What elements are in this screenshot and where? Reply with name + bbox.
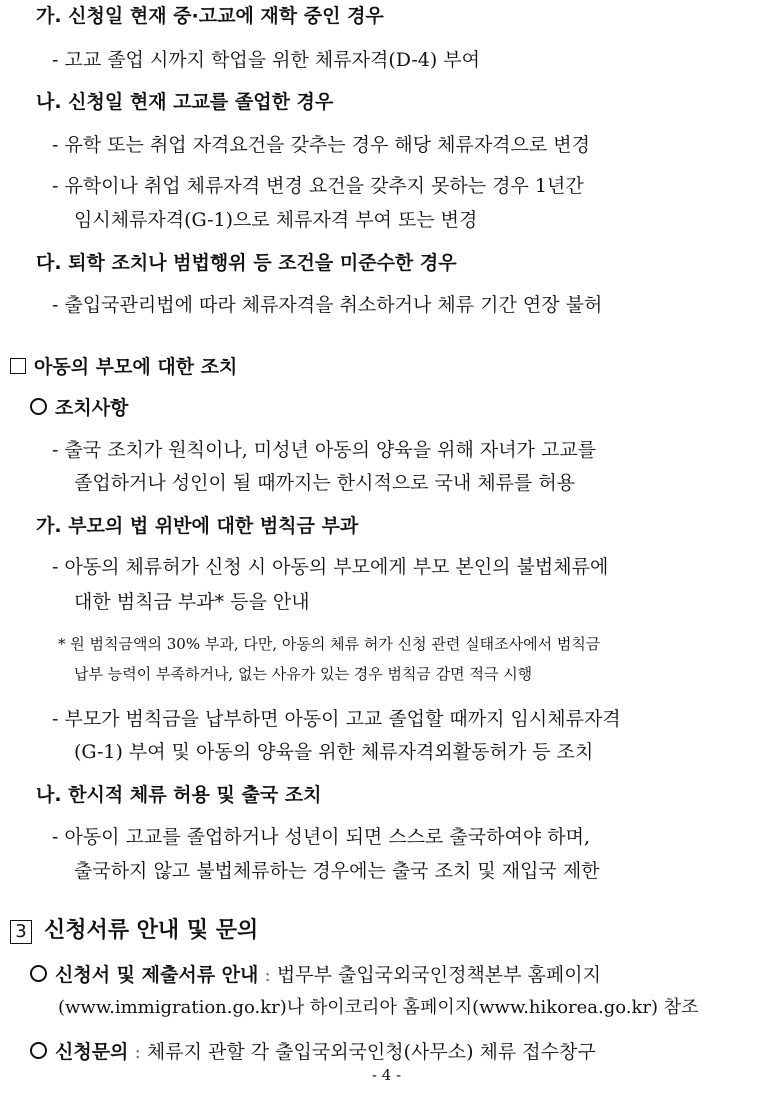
heading-na-graduated: 나. 신청일 현재 고교를 졸업한 경우 — [36, 91, 334, 113]
bullet-cancel-status: - 출입국관리법에 따라 체류자격을 취소하거나 체류 기간 연장 불허 — [52, 294, 603, 316]
bullet-leave-1: - 아동이 고교를 졸업하거나 성년이 되면 스스로 출국하여야 하며, — [52, 826, 590, 848]
section-parents-measures — [10, 355, 237, 379]
section-documents-title: 신청서류 안내 및 문의 — [44, 918, 259, 943]
item-documents-websites: (www.immigration.go.kr)나 하이코리아 홈페이지(www.hikorea.go.kr) 참조 — [58, 997, 699, 1018]
bullet-departure-2: 졸업하거나 성인이 될 때까지는 한시적으로 국내 체류를 허용 — [74, 472, 576, 494]
bullet-departure-1: - 출국 조치가 원칙이나, 미성년 아동의 양육을 위해 자녀가 고교를 — [52, 439, 597, 461]
footnote-fine-2: 납부 능력이 부족하거나, 없는 사유가 있는 경우 범칙금 감면 적극 시행 — [74, 665, 533, 683]
item-inquiry — [30, 1040, 596, 1064]
bullet-fine-notice-2: 대한 범칙금 부과* 등을 안내 — [74, 591, 310, 613]
section-parents-title: 아동의 부모에 대한 조치 — [34, 356, 238, 378]
circle-bullet-icon — [30, 1042, 47, 1059]
bullet-fine-notice-1: - 아동의 체류허가 신청 시 아동의 부모에게 부모 본인의 불법체류에 — [52, 556, 609, 578]
heading-na-temporary: 나. 한시적 체류 허용 및 출국 조치 — [36, 784, 322, 806]
item-documents-text: 법무부 출입국외국인정책본부 홈페이지 — [276, 964, 601, 986]
heading-da-violation: 다. 퇴학 조치나 범법행위 등 조건을 미준수한 경우 — [36, 252, 457, 274]
bullet-temp-status-2: 임시체류자격(G-1)으로 체류자격 부여 또는 변경 — [74, 209, 478, 231]
page-number: - 4 - — [371, 1066, 402, 1084]
item-documents-label: 신청서 및 제출서류 안내 — [55, 964, 259, 986]
square-bullet-icon — [10, 358, 26, 374]
subsection-measures-title: 조치사항 — [55, 397, 129, 419]
footnote-fine-1: * 원 범칙금액의 30% 부과, 다만, 아동의 체류 허가 신청 관련 실태조사에서 범칙금 — [58, 635, 601, 653]
item-inquiry-label: 신청문의 — [55, 1041, 129, 1063]
heading-ga-enrolled: 가. 신청일 현재 중·고교에 재학 중인 경우 — [36, 5, 384, 27]
circle-bullet-icon — [30, 398, 47, 415]
item-inquiry-text: 체류지 관할 각 출입국외국인청(사무소) 체류 접수창구 — [146, 1041, 596, 1063]
item-documents-guide — [30, 963, 601, 987]
subsection-measures — [30, 396, 128, 420]
bullet-pay-fine-1: - 부모가 범칙금을 납부하면 아동이 고교 졸업할 때까지 임시체류자격 — [52, 708, 621, 730]
bullet-pay-fine-2: (G-1) 부여 및 아동의 양육을 위한 체류자격외활동허가 등 조치 — [74, 741, 594, 763]
colon-separator: : — [258, 964, 277, 986]
bullet-leave-2: 출국하지 않고 불법체류하는 경우에는 출국 조치 및 재입국 제한 — [74, 860, 600, 882]
bullet-change-status: - 유학 또는 취업 자격요건을 갖추는 경우 해당 체류자격으로 변경 — [52, 134, 590, 156]
colon-separator: : — [128, 1041, 147, 1063]
bullet-temp-status-1: - 유학이나 취업 체류자격 변경 요건을 갖추지 못하는 경우 1년간 — [52, 175, 584, 197]
heading-ga-fine: 가. 부모의 법 위반에 대한 범칙금 부과 — [36, 515, 359, 537]
circle-bullet-icon — [30, 965, 47, 982]
section-number-box: 3 — [10, 920, 32, 944]
section-documents — [10, 917, 258, 945]
bullet-d4-status: - 고교 졸업 시까지 학업을 위한 체류자격(D-4) 부여 — [52, 49, 480, 71]
